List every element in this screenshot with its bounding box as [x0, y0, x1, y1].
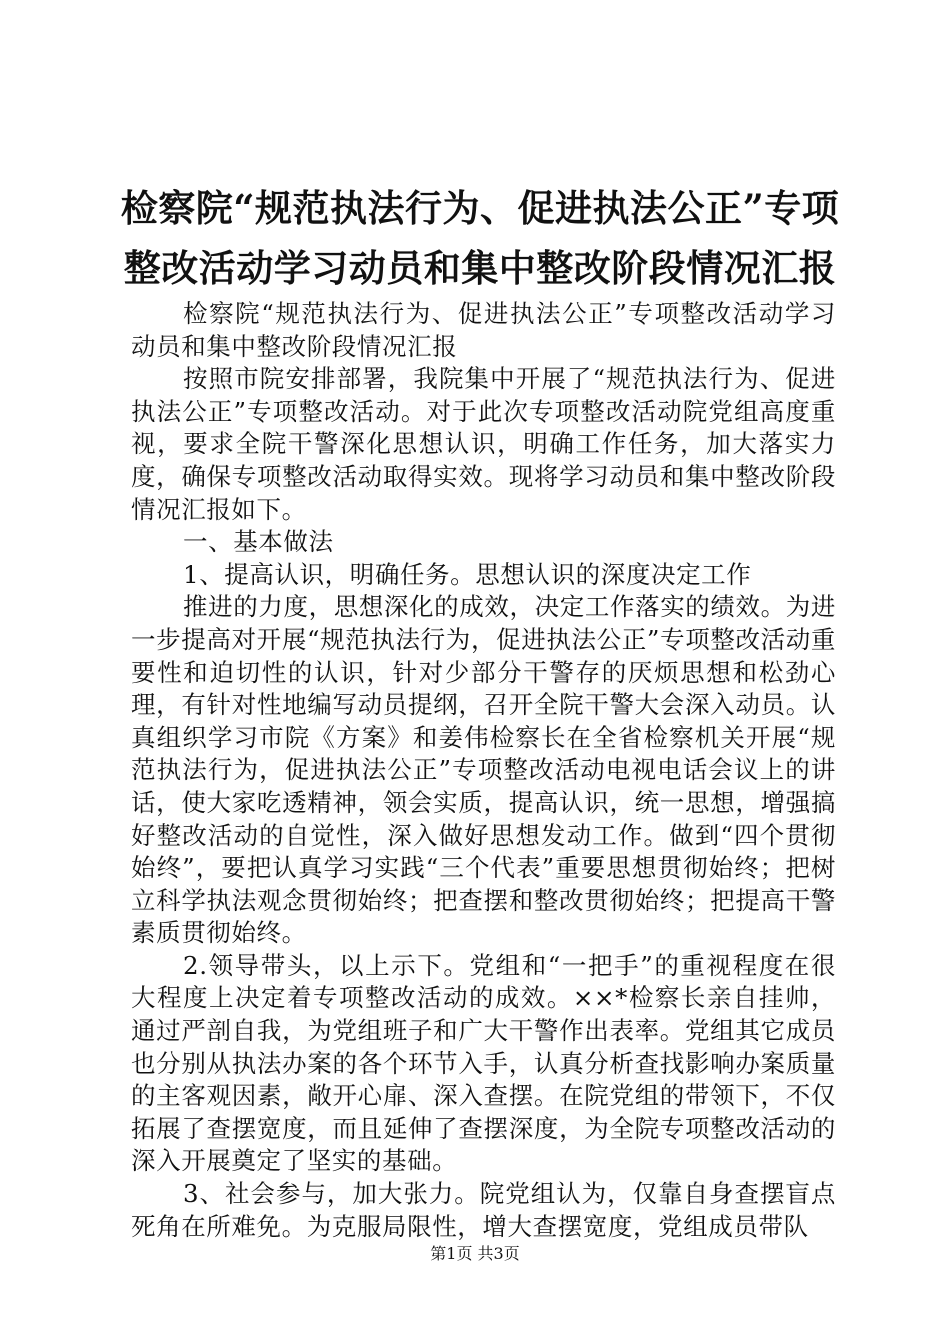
- paragraph-item-1-heading: 1、提高认识，明确任务。思想认识的深度决定工作: [183, 559, 752, 589]
- paragraph-item-1-body: 推进的力度，思想深化的成效，决定工作落实的绩效。为进一步提高对开展“规范执法行为，促进执法公正”专项整改活动重要性和迫切性的认识，针对少部分干警存的厌烦思想和松劲心理，有针对性地编写动员提纲，召开全院干警大会深入动员。认真组织学习市院《方案》和姜伟检察长在全省检察机关开展“规范执法行为，促进执法公正”专项整改活动电视电话会议上的讲话，使大家吃透精神，领会实质，提高认识，统一思想，增强搞好整改活动的自觉性，深入做好思想发动工作。做到“四个贯彻始终”，要把认真学习实践“三个代表”重要思想贯彻始终；把树立科学执法观念贯彻始终；把查摆和整改贯彻始终；把提高干警素质贯彻始终。: [131, 592, 836, 948]
- document-body: [131, 298, 836, 1243]
- document-title-line-2: 整改活动学习动员和集中整改阶段情况汇报: [123, 246, 837, 290]
- paragraph-heading-repeat: 检察院“规范执法行为、促进执法公正”专项整改活动学习动员和集中整改阶段情况汇报: [131, 299, 836, 361]
- paragraph-intro: 按照市院安排部署，我院集中开展了“规范执法行为、促进执法公正”专项整改活动。对于此次专项整改活动院党组高度重视，要求全院干警深化思想认识，明确工作任务，加大落实力度，确保专项整改活动取得实效。现将学习动员和集中整改阶段情况汇报如下。: [131, 364, 836, 524]
- section-heading-basic-methods: 一、基本做法: [183, 527, 334, 557]
- page-number-footer: 第1页 共3页: [430, 1244, 520, 1263]
- paragraph-item-2: 2.领导带头，以上示下。党组和“一把手”的重视程度在很大程度上决定着专项整改活动的成效。××*检察长亲自挂帅，通过严剖自我，为党组班子和广大干警作出表率。党组其它成员也分别从执法办案的各个环节入手，认真分析查找影响办案质量的主客观因素，敞开心扉、深入查摆。在院党组的带领下，不仅拓展了查摆宽度，而且延伸了查摆深度，为全院专项整改活动的深入开展奠定了坚实的基础。: [131, 950, 836, 1176]
- document-title-line-1: 检察院“规范执法行为、促进执法公正”专项: [120, 186, 840, 230]
- paragraph-item-3: 3、社会参与，加大张力。院党组认为，仅靠自身查摆盲点死角在所难免。为克服局限性，增大查摆宽度，党组成员带队: [131, 1179, 836, 1241]
